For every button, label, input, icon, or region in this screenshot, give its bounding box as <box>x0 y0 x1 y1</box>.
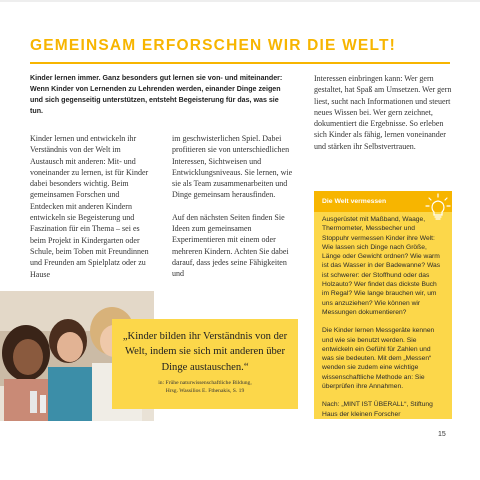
column-3-paragraph: Interessen einbringen kann: Wer gern gestaltet, hat Spaß am Umsetzen. Wer gern liest, sucht nach Informationen und steuert neues Wissen bei. Wer gern zeichnet, dokumentiert die Ergebnisse. So erleben sich Kinder als fähig, lernen voneinander und stärken ihr Selbstvertrauen. <box>314 74 452 151</box>
quote-text: „Kinder bilden ihr Verständnis von der Welt, indem sie sich mit anderen über Dinge austauschen.“ <box>122 331 288 373</box>
info-box-paragraph-1: Ausgerüstet mit Maßband, Waage, Thermometer, Messbecher und Stoppuhr vermessen Kinder ihre Welt: Wie lassen sich Dinge nach Größe, Länge oder Gewicht ordnen? Wie warm ist das Wasser in der Badewanne? Was ist schwerer: der Stoffhund oder das Holzauto? Wer findet das dickste Buch im Regal? Wie lange brauchen wir, um uns anzuziehen? Wie können wir Messungen dokumentieren? <box>322 216 441 316</box>
column-1-paragraph: Kinder lernen und entwickeln ihr Verständnis von der Welt im Austausch mit anderen: Mit- und voneinander zu lernen, ist für Kinder dabei besonders wichtig. Beim gemeinsamen Forschen und Entdecken mit anderen Kindern entwickeln sie Begeisterung und Faszination für ein Thema – sei es beim Projekt in Kindergarten oder Schule, beim Toben mit Freundinnen und Freunden am Spielplatz oder zu Hause <box>30 134 149 279</box>
info-box-title: Die Welt vermessen <box>322 198 387 205</box>
quote-box <box>112 319 298 409</box>
lead-paragraph: Kinder lernen immer. Ganz besonders gut lernen sie von- und miteinander: Wenn Kinder von Lernenden zu Lehrenden werden, einander Dinge zeigen und sich gegenseitig unterstützen, entsteht Begeisterung für das, was sie tun. <box>30 74 283 115</box>
text-column-2 <box>172 133 296 280</box>
page-title: GEMEINSAM ERFORSCHEN WIR DIE WELT! <box>30 37 397 54</box>
title-underline <box>30 62 450 64</box>
top-divider <box>0 0 480 2</box>
info-box-source: Nach: „MINT IST ÜBERALL“, Stiftung Haus der kleinen Forscher <box>322 401 433 418</box>
text-column-1 <box>30 133 154 280</box>
column-2-paragraph-1: im geschwisterlichen Spiel. Dabei profitieren sie von unterschiedlichen Interessen, Sichtweisen und Entwicklungsniveaus. Sie lernen, wie sie als Team zusammenarbeiten und Dinge gemeinsam herausfinden. <box>172 134 293 200</box>
page-number: 15 <box>438 431 446 438</box>
info-box-header <box>314 191 452 212</box>
info-box-paragraph-2: Die Kinder lernen Messgeräte kennen und wie sie benutzt werden. Sie entwickeln ein Gefühl für Zahlen und was sie bedeuten. Mit dem „Messen“ wenden sie zudem eine wichtige wissenschaftliche Methode an: Sie überprüfen ihre Annahmen. <box>322 327 435 391</box>
column-2-paragraph-2: Auf den nächsten Seiten finden Sie Ideen zum gemeinsamen Experimentieren mit einem oder mehreren Kindern. Achten Sie dabei darauf, dass jedes seine Fähigkeiten und <box>172 212 289 279</box>
info-box-body <box>322 215 442 419</box>
text-column-3 <box>314 73 452 152</box>
quote-source <box>118 379 292 395</box>
quote-source-line-1: in: Frühe naturwissenschaftliche Bildung, <box>158 380 252 386</box>
quote-source-line-2: Hrsg. Wassilios E. Fthenakis, S. 19 <box>165 388 245 394</box>
